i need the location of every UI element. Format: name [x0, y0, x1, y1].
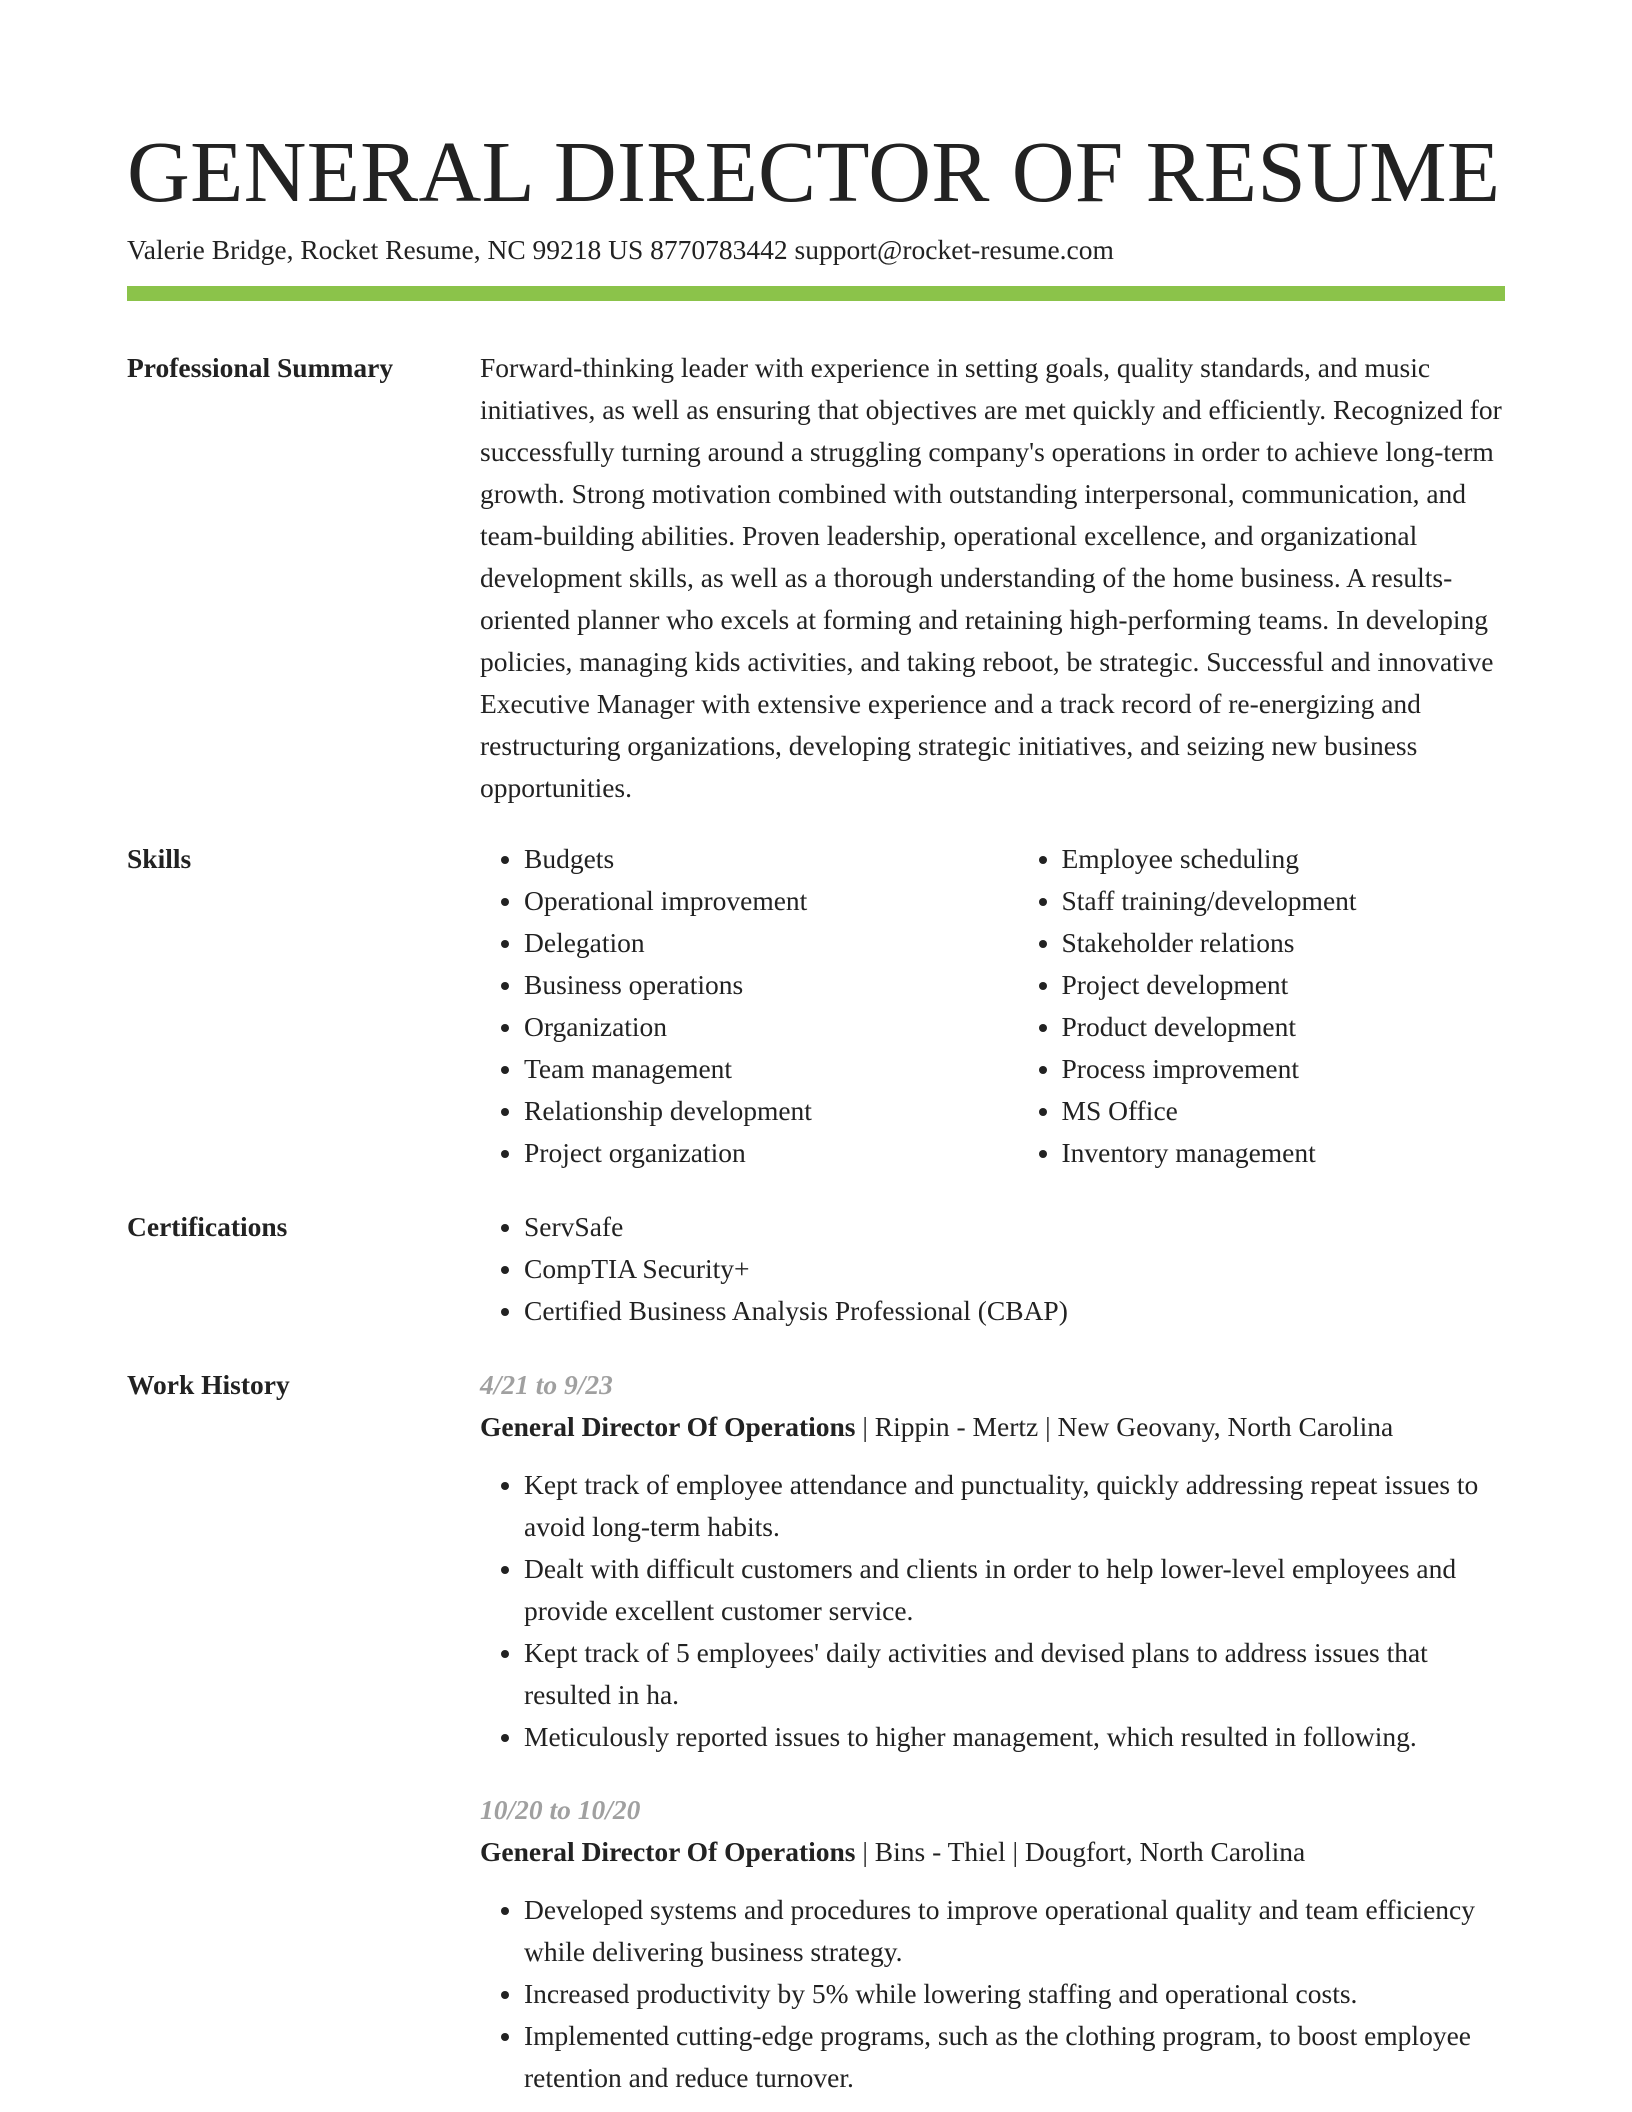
- job-bullet: • Developed systems and procedures to improve operational quality and team efficiency while delivering business strategy.: [524, 1889, 1510, 1973]
- skills-column-2: [1018, 838, 1511, 1174]
- summary-text: Forward-thinking leader with experience in setting goals, quality standards, and music initiatives, as well as ensuring that objectives are met quickly and efficiently. Recognized for successfully turning around a struggling company's operations in order to achieve long-term growth. Strong motivation combined with outstanding interpersonal, communication, and team-building abilities. Proven leadership, operational excellence, and organizational development skills, as well as a thorough understanding of the home business. A results-oriented planner who excels at forming and retaining high-performing teams. In developing policies, managing kids activities, and taking reboot, be strategic. Successful and innovative Executive Manager with extensive experience and a track record of re-energizing and restructuring organizations, developing strategic initiatives, and seizing new business opportunities.: [480, 352, 1502, 803]
- skill-item: • Employee scheduling: [1062, 838, 1511, 880]
- job-header: [480, 1831, 1510, 1873]
- skill-item: • Business operations: [524, 964, 973, 1006]
- skill-item: • Organization: [524, 1006, 973, 1048]
- section-heading-skills: Skills: [127, 843, 192, 874]
- skills-column-1: [480, 838, 973, 1174]
- job-dates: 4/21 to 9/23: [480, 1369, 613, 1400]
- skill-item: • Staff training/development: [1062, 880, 1511, 922]
- skill-item: • Process improvement: [1062, 1048, 1511, 1090]
- job-bullets: [480, 1464, 1510, 1758]
- job-header: [480, 1406, 1510, 1448]
- skill-item: • Relationship development: [524, 1090, 973, 1132]
- section-heading-work-history: Work History: [127, 1369, 290, 1400]
- skill-item: • Delegation: [524, 922, 973, 964]
- skill-item: • Inventory management: [1062, 1132, 1511, 1174]
- job-dates: 10/20 to 10/20: [480, 1794, 641, 1825]
- certifications-list: [480, 1206, 1510, 1332]
- work-history-body: [480, 1364, 1510, 2099]
- job-bullet: • Meticulously reported issues to higher management, which resulted in following.: [524, 1716, 1510, 1758]
- skill-item: • Stakeholder relations: [1062, 922, 1511, 964]
- job-entry: [480, 1789, 1510, 2099]
- skill-item: • Project development: [1062, 964, 1511, 1006]
- job-details: | Bins - Thiel | Dougfort, North Carolina: [855, 1836, 1306, 1867]
- certification-item: • Certified Business Analysis Professional (CBAP): [524, 1290, 1510, 1332]
- job-title: General Director Of Operations: [480, 1836, 856, 1867]
- job-details: | Rippin - Mertz | New Geovany, North Carolina: [855, 1411, 1394, 1442]
- job-bullet: • Implemented cutting-edge programs, such as the clothing program, to boost employee retention and reduce turnover.: [524, 2015, 1510, 2099]
- job-bullets: [480, 1889, 1510, 2099]
- header-divider: [127, 286, 1505, 301]
- job-bullet: • Increased productivity by 5% while lowering staffing and operational costs.: [524, 1973, 1510, 2015]
- job-bullet: • Kept track of 5 employees' daily activities and devised plans to address issues that resulted in ha.: [524, 1632, 1510, 1716]
- job-title: General Director Of Operations: [480, 1411, 856, 1442]
- certification-item: • CompTIA Security+: [524, 1248, 1510, 1290]
- job-bullet: • Dealt with difficult customers and clients in order to help lower-level employees and provide excellent customer service.: [524, 1548, 1510, 1632]
- certifications-body: [480, 1206, 1510, 1332]
- section-heading-certifications: Certifications: [127, 1211, 288, 1242]
- section-heading-summary: Professional Summary: [127, 352, 394, 383]
- skill-item: • Team management: [524, 1048, 973, 1090]
- job-bullet: • Kept track of employee attendance and punctuality, quickly addressing repeat issues to avoid long-term habits.: [524, 1464, 1510, 1548]
- skill-item: • Budgets: [524, 838, 973, 880]
- summary-body: [480, 347, 1510, 809]
- certification-item: • ServSafe: [524, 1206, 1510, 1248]
- skill-item: • Project organization: [524, 1132, 973, 1174]
- skill-item: • Product development: [1062, 1006, 1511, 1048]
- skill-item: • Operational improvement: [524, 880, 973, 922]
- skill-item: • MS Office: [1062, 1090, 1511, 1132]
- skills-body: [480, 838, 1510, 1174]
- contact-info: Valerie Bridge, Rocket Resume, NC 99218 US 8770783442 support@rocket-resume.com: [127, 234, 1114, 265]
- job-entry: [480, 1364, 1510, 1758]
- resume-title: GENERAL DIRECTOR OF RESUME: [127, 123, 1501, 220]
